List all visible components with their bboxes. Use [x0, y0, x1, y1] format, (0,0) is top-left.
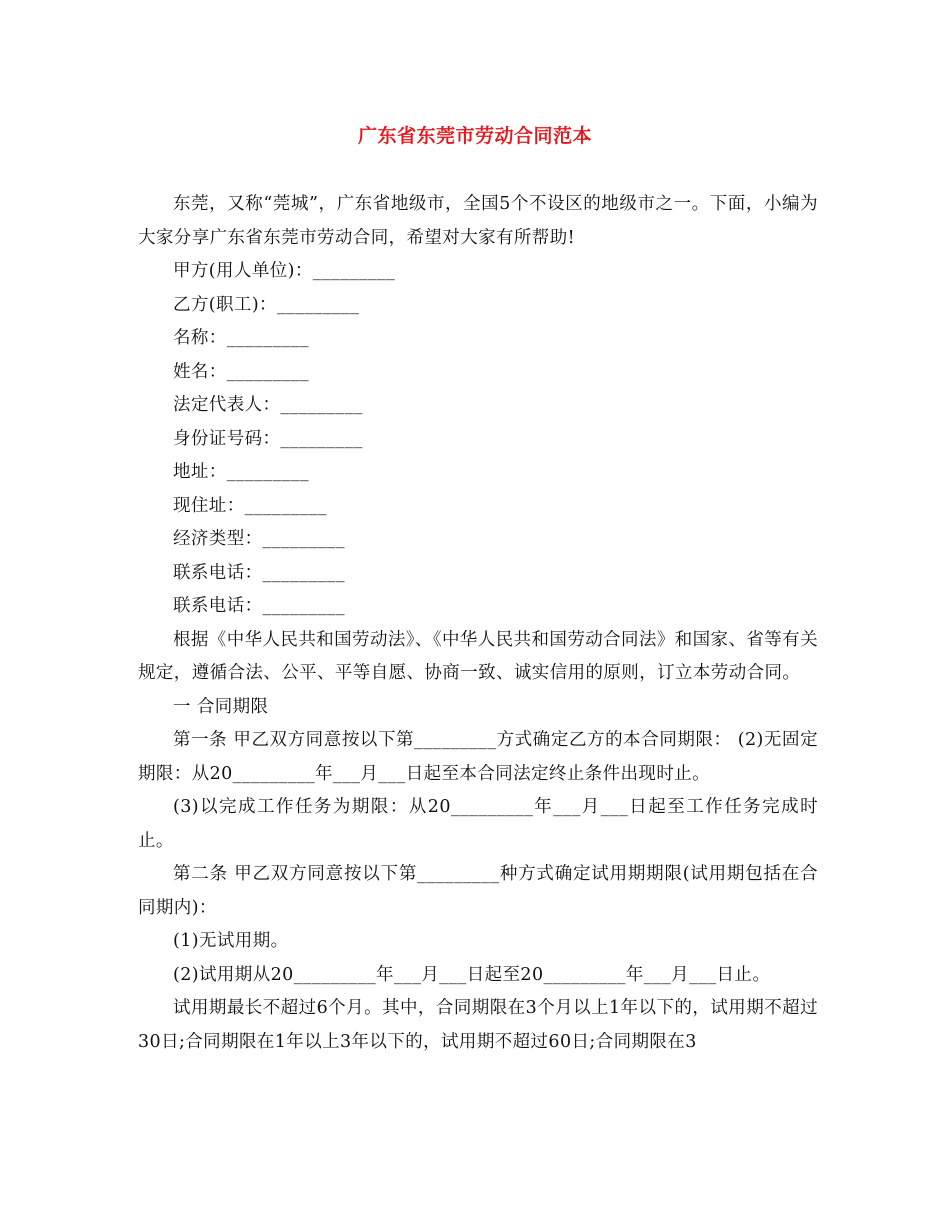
party-a-field: 甲方(用人单位)：_________	[173, 261, 396, 281]
party-b-field: 乙方(职工)：_________	[173, 294, 360, 315]
section-heading-contract-term: 一 合同期限	[173, 696, 269, 717]
article-one-paragraph: 第一条 甲乙双方同意按以下第_________方式确定乙方的本合同期限： (2)无固定期限：从20_________年___月___日起至本合同法定终止条件出现时止。	[138, 730, 818, 784]
article-two-paragraph: 第二条 甲乙双方同意按以下第_________种方式确定试用期期限(试用期包括在合同期内)：	[138, 864, 818, 918]
phone-field: 联系电话：_________	[173, 562, 345, 583]
intro-paragraph: 东莞，又称“莞城”，广东省地级市，全国5个不设区的地级市之一。下面，小编为大家分享广东省东莞市劳动合同，希望对大家有所帮助!	[138, 194, 818, 248]
address-field: 地址：_________	[173, 462, 310, 482]
current-address-field: 现住址：_________	[173, 495, 327, 516]
name-field: 名称：_________	[173, 328, 310, 348]
document-title: 广东省东莞市劳动合同范本	[357, 125, 592, 147]
document-body	[138, 188, 818, 1059]
probation-rules-paragraph: 试用期最长不超过6个月。其中，合同期限在3个月以上1年以下的，试用期不超过30日;合同期限在1年以上3年以下的，试用期不超过60日;合同期限在3	[138, 998, 818, 1052]
legal-basis-paragraph: 根据《中华人民共和国劳动法》、《中华人民共和国劳动合同法》和国家、省等有关规定，遵循合法、公平、平等自愿、协商一致、诚实信用的原则，订立本劳动合同。	[138, 629, 818, 683]
economic-type-field: 经济类型：_________	[173, 529, 345, 549]
phone-field-second: 联系电话：_________	[173, 596, 345, 616]
legal-representative-field: 法定代表人：_________	[173, 395, 363, 415]
article-two-option-two: (2)试用期从20_________年___月___日起至20_________年___月___日止。	[173, 964, 771, 985]
article-one-option-three: (3)以完成工作任务为期限：从20_________年___月___日起至工作任务完成时止。	[138, 797, 818, 851]
article-two-option-one: (1)无试用期。	[173, 931, 289, 951]
id-number-field: 身份证号码：_________	[173, 428, 363, 449]
person-name-field: 姓名：_________	[173, 361, 310, 382]
